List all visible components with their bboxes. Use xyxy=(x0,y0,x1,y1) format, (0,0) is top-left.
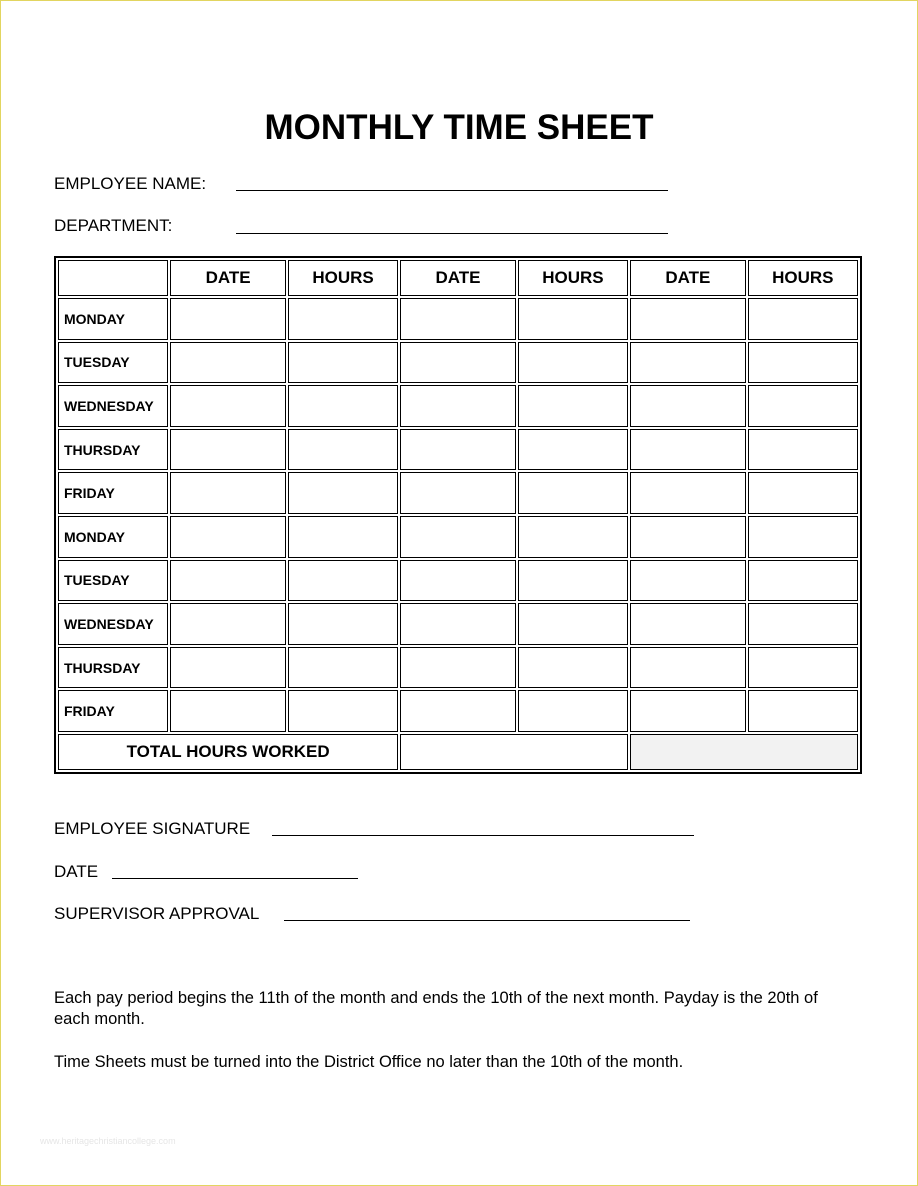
deadline-note: Time Sheets must be turned into the District Office no later than the 10th of the month. xyxy=(54,1053,684,1071)
date-cell[interactable] xyxy=(630,298,745,340)
date-cell[interactable] xyxy=(400,385,515,427)
date-cell[interactable] xyxy=(400,647,515,689)
page-title: MONTHLY TIME SHEET xyxy=(264,108,654,147)
day-label: MONDAY xyxy=(58,516,168,558)
day-label: FRIDAY xyxy=(58,690,168,732)
date-cell[interactable] xyxy=(400,690,515,732)
hours-cell[interactable] xyxy=(748,385,858,427)
date-cell[interactable] xyxy=(630,385,745,427)
date-cell[interactable] xyxy=(630,603,745,645)
date-cell[interactable] xyxy=(400,429,515,471)
column-header-date-1: DATE xyxy=(170,260,285,296)
date-cell[interactable] xyxy=(170,472,285,514)
hours-cell[interactable] xyxy=(748,472,858,514)
employee-signature-field[interactable] xyxy=(272,835,694,836)
employee-name-label: EMPLOYEE NAME: xyxy=(54,174,207,193)
date-cell[interactable] xyxy=(400,342,515,384)
total-hours-shaded-cell xyxy=(630,734,858,770)
date-cell[interactable] xyxy=(400,298,515,340)
hours-cell[interactable] xyxy=(748,516,858,558)
date-cell[interactable] xyxy=(630,690,745,732)
day-label: FRIDAY xyxy=(58,472,168,514)
date-cell[interactable] xyxy=(630,472,745,514)
total-hours-cell[interactable] xyxy=(400,734,628,770)
hours-cell[interactable] xyxy=(288,385,398,427)
table-row xyxy=(58,472,858,514)
date-cell[interactable] xyxy=(630,516,745,558)
table-row xyxy=(58,298,858,340)
watermark: www.heritagechristiancollege.com xyxy=(40,1136,176,1146)
column-header-date-3: DATE xyxy=(630,260,745,296)
hours-cell[interactable] xyxy=(748,603,858,645)
hours-cell[interactable] xyxy=(518,560,628,602)
hours-cell[interactable] xyxy=(288,472,398,514)
total-row xyxy=(58,734,858,770)
table-row xyxy=(58,429,858,471)
day-label: THURSDAY xyxy=(58,429,168,471)
date-cell[interactable] xyxy=(170,690,285,732)
hours-cell[interactable] xyxy=(518,516,628,558)
date-cell[interactable] xyxy=(170,603,285,645)
date-field[interactable] xyxy=(112,878,358,879)
department-label: DEPARTMENT: xyxy=(54,216,173,235)
hours-cell[interactable] xyxy=(518,342,628,384)
day-label: WEDNESDAY xyxy=(58,603,168,645)
employee-name-field[interactable] xyxy=(236,190,668,191)
column-header-hours-2: HOURS xyxy=(518,260,628,296)
hours-cell[interactable] xyxy=(518,472,628,514)
date-cell[interactable] xyxy=(170,429,285,471)
date-cell[interactable] xyxy=(170,647,285,689)
hours-cell[interactable] xyxy=(748,690,858,732)
date-cell[interactable] xyxy=(170,560,285,602)
table-row xyxy=(58,342,858,384)
column-header-hours-1: HOURS xyxy=(288,260,398,296)
table-row xyxy=(58,516,858,558)
pay-period-note: Each pay period begins the 11th of the month and ends the 10th of the next month. Payday is the 20th of each month. xyxy=(54,989,818,1028)
date-label: DATE xyxy=(54,862,99,881)
hours-cell[interactable] xyxy=(288,342,398,384)
table-row xyxy=(58,603,858,645)
department-field[interactable] xyxy=(236,233,668,234)
hours-cell[interactable] xyxy=(748,429,858,471)
hours-cell[interactable] xyxy=(748,560,858,602)
supervisor-approval-field[interactable] xyxy=(284,920,690,921)
table-row xyxy=(58,560,858,602)
date-cell[interactable] xyxy=(170,385,285,427)
day-label: TUESDAY xyxy=(58,342,168,384)
hours-cell[interactable] xyxy=(288,298,398,340)
date-cell[interactable] xyxy=(400,516,515,558)
table-row xyxy=(58,647,858,689)
employee-signature-label: EMPLOYEE SIGNATURE xyxy=(54,819,251,838)
hours-cell[interactable] xyxy=(518,298,628,340)
hours-cell[interactable] xyxy=(288,690,398,732)
hours-cell[interactable] xyxy=(748,298,858,340)
day-label: TUESDAY xyxy=(58,560,168,602)
day-label: MONDAY xyxy=(58,298,168,340)
corner-cell xyxy=(58,260,168,296)
hours-cell[interactable] xyxy=(288,603,398,645)
day-label: THURSDAY xyxy=(58,647,168,689)
column-header-date-2: DATE xyxy=(400,260,515,296)
day-label: WEDNESDAY xyxy=(58,385,168,427)
hours-cell[interactable] xyxy=(518,647,628,689)
date-cell[interactable] xyxy=(630,560,745,602)
date-cell[interactable] xyxy=(400,603,515,645)
date-cell[interactable] xyxy=(400,560,515,602)
date-cell[interactable] xyxy=(170,516,285,558)
timesheet-table xyxy=(54,256,862,774)
hours-cell[interactable] xyxy=(518,690,628,732)
hours-cell[interactable] xyxy=(288,429,398,471)
date-cell[interactable] xyxy=(630,429,745,471)
hours-cell[interactable] xyxy=(518,429,628,471)
hours-cell[interactable] xyxy=(748,647,858,689)
date-cell[interactable] xyxy=(170,342,285,384)
hours-cell[interactable] xyxy=(288,647,398,689)
column-header-hours-3: HOURS xyxy=(748,260,858,296)
supervisor-approval-label: SUPERVISOR APPROVAL xyxy=(54,904,260,923)
date-cell[interactable] xyxy=(630,647,745,689)
header-row xyxy=(58,260,858,296)
date-cell[interactable] xyxy=(170,298,285,340)
hours-cell[interactable] xyxy=(288,560,398,602)
hours-cell[interactable] xyxy=(518,603,628,645)
hours-cell[interactable] xyxy=(748,342,858,384)
hours-cell[interactable] xyxy=(518,385,628,427)
date-cell[interactable] xyxy=(400,472,515,514)
date-cell[interactable] xyxy=(630,342,745,384)
table-row xyxy=(58,690,858,732)
hours-cell[interactable] xyxy=(288,516,398,558)
total-hours-label: TOTAL HOURS WORKED xyxy=(58,734,398,770)
table-row xyxy=(58,385,858,427)
